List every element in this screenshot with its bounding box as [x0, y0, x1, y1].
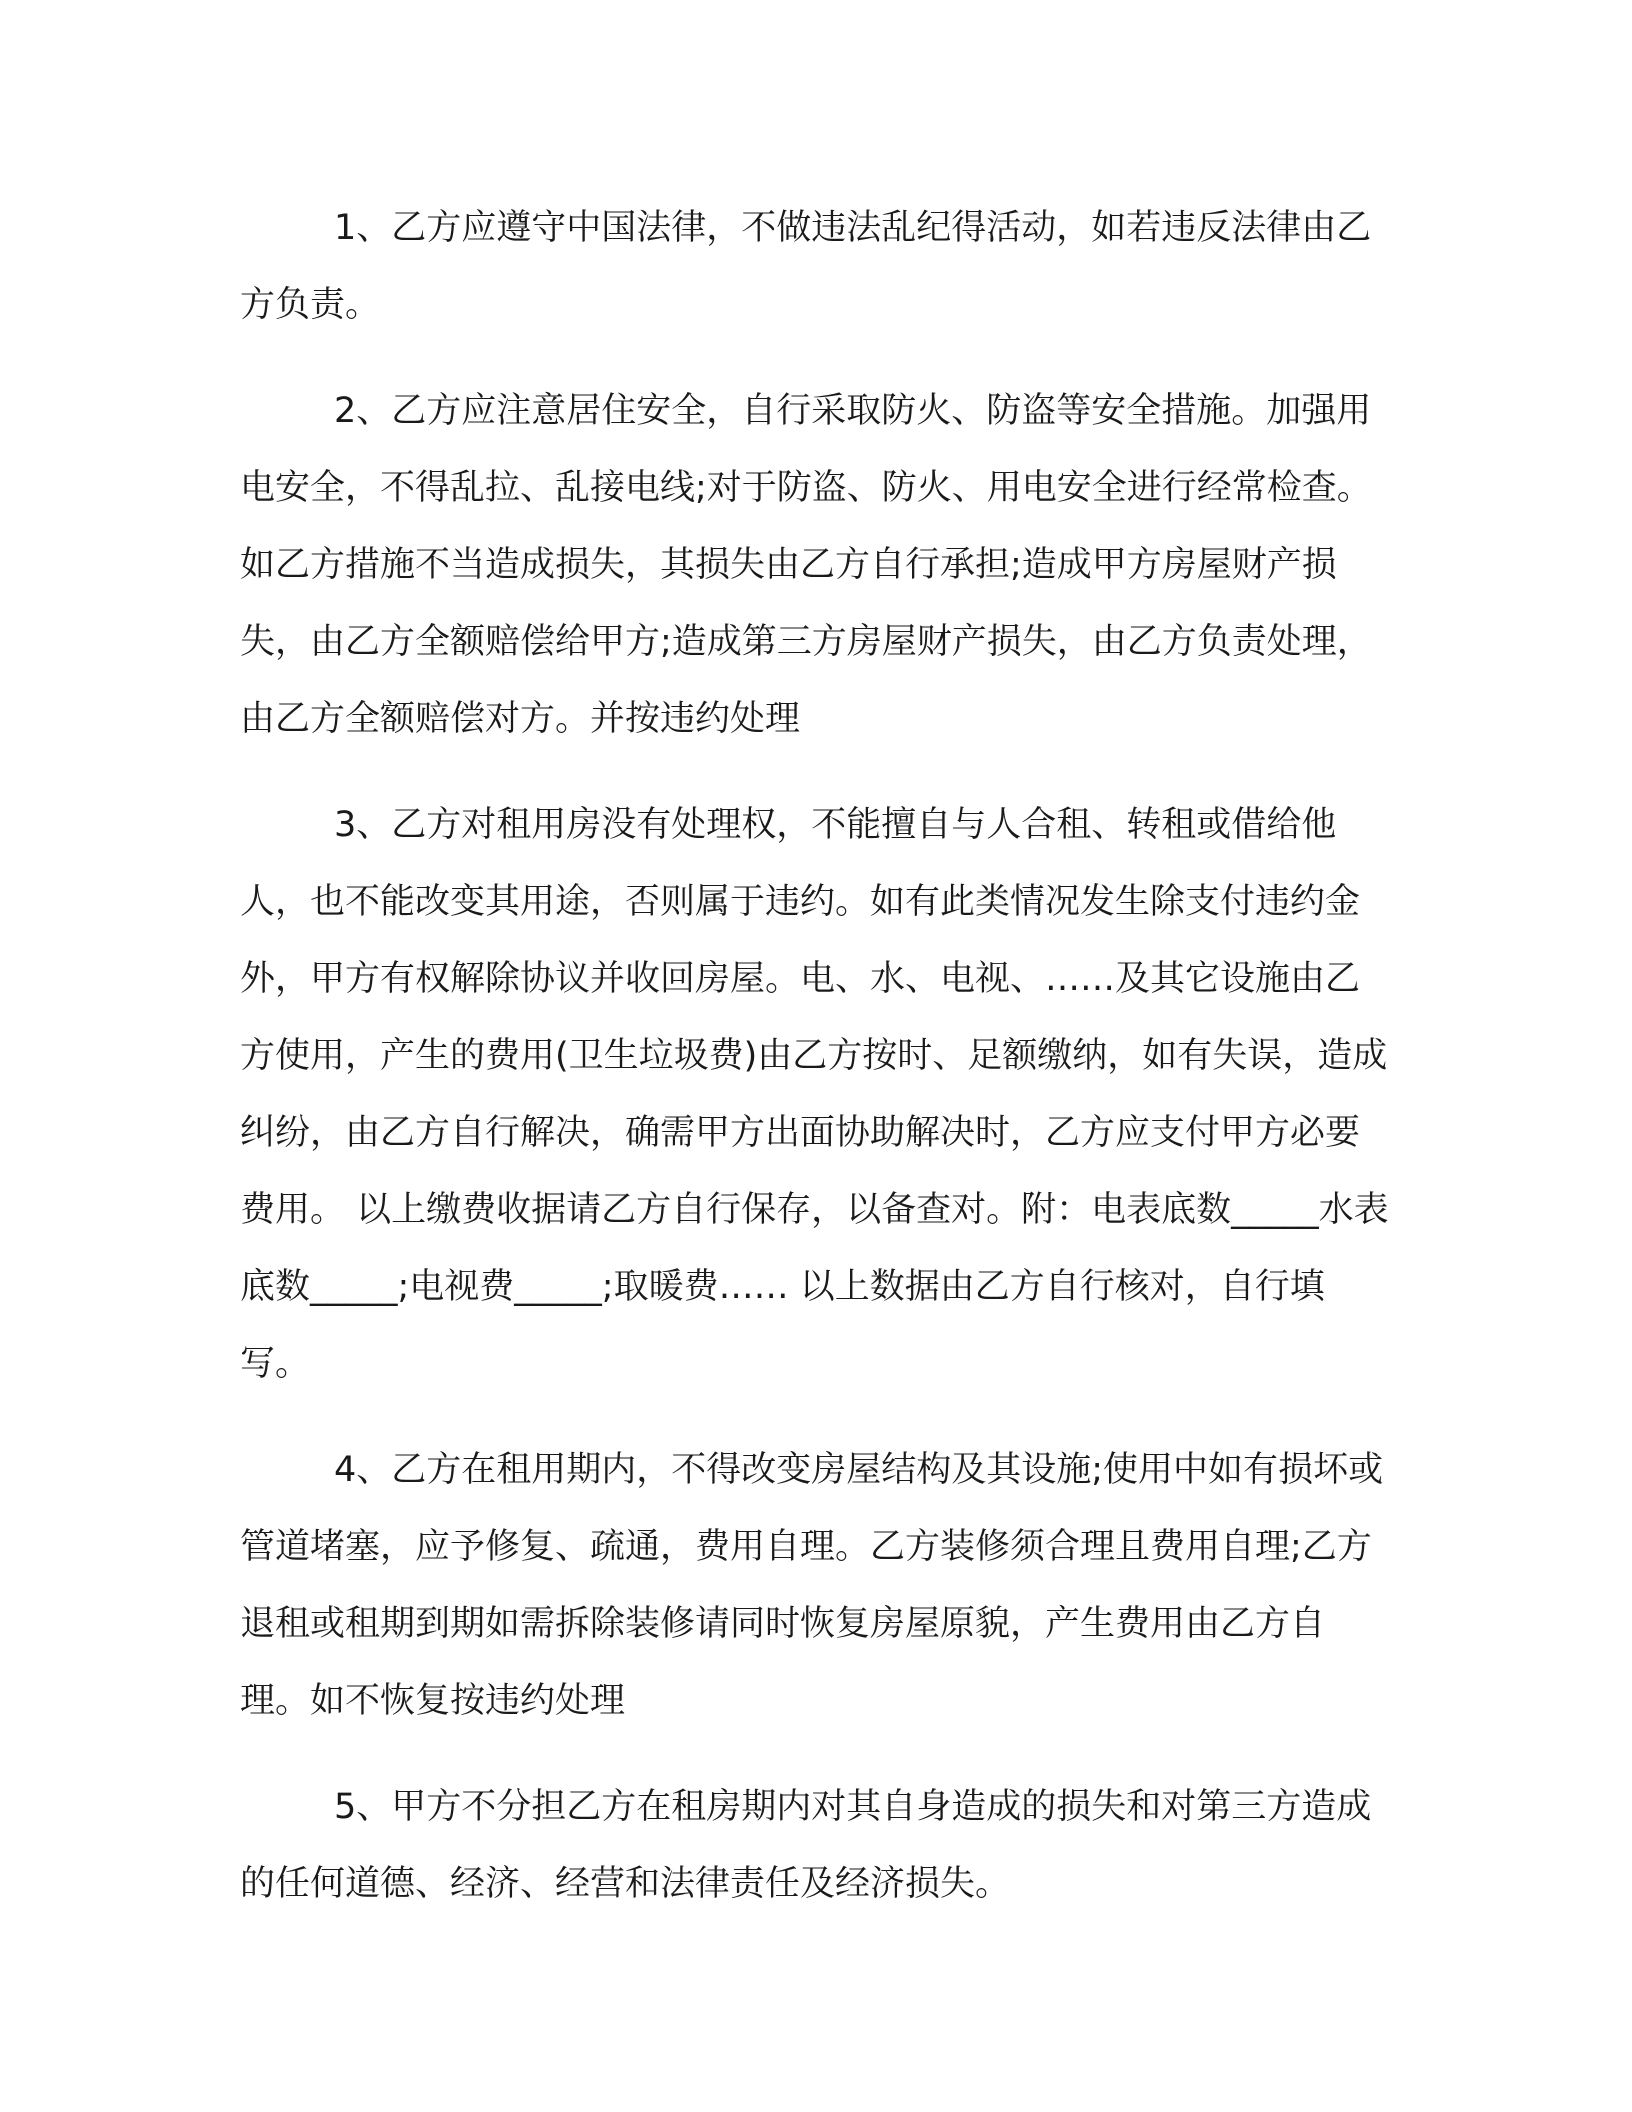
clause-2: 2、乙方应注意居住安全，自行采取防火、防盗等安全措施。加强用电安全，不得乱拉、乱接电线;对于防盗、防火、用电安全进行经常检查。如乙方措施不当造成损失，其损失由乙方自行承担;造成甲方房屋财产损失，由乙方全额赔偿给甲方;造成第三方房屋财产损失，由乙方负责处理，由乙方全额赔偿对方。并按违约处理 [240, 391, 1372, 739]
clause-5: 5、甲方不分担乙方在租房期内对其自身造成的损失和对第三方造成的任何道德、经济、经营和法律责任及经济损失。 [240, 1787, 1372, 1904]
clause-1: 1、乙方应遵守中国法律，不做违法乱纪得活动，如若违反法律由乙方负责。 [240, 208, 1372, 325]
clause-3: 3、乙方对租用房没有处理权，不能擅自与人合租、转租或借给他人，也不能改变其用途，否则属于违约。如有此类情况发生除支付违约金外，甲方有权解除协议并收回房屋。电、水、电视、……及其它设施由乙方使用，产生的费用(卫生垃圾费)由乙方按时、足额缴纳，如有失误，造成纠纷，由乙方自行解决，确需甲方出面协助解决时，乙方应支付甲方必要费用。 以上缴费收据请乙方自行保存，以备查对。附：电表底数_____水表底数_____;电视费_____;取暖费…… 以上数据由乙方自行核对，自行填写。 [240, 805, 1389, 1384]
clause-4: 4、乙方在租用期内，不得改变房屋结构及其设施;使用中如有损坏或管道堵塞，应予修复、疏通，费用自理。乙方装修须合理且费用自理;乙方退租或租期到期如需拆除装修请同时恢复房屋原貌，产生费用由乙方自理。如不恢复按违约处理 [240, 1450, 1384, 1721]
document-page [240, 190, 1390, 1952]
